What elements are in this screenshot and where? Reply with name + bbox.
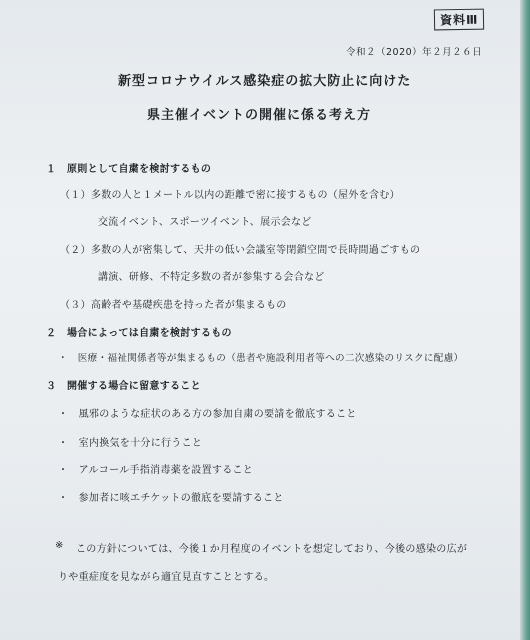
document-label: 資料Ⅲ <box>434 9 485 31</box>
section-2-number: ２ <box>46 328 57 339</box>
note-line-1: この方針については、今後１か月程度のイベントを想定しており、今後の感染の広が <box>76 544 468 555</box>
note-mark: ※ <box>55 540 64 551</box>
section-3-bullet-4: ・ 参加者に咳エチケットの徹底を要請すること <box>58 493 284 504</box>
note-line-2: りや重症度を見ながら適宜見直すこととする。 <box>58 572 275 583</box>
section-2-bullet-1: ・ 医療・福祉関係者等が集まるもの（患者や施設利用者等への二次感染のリスクに配慮） <box>58 353 464 364</box>
section-1-item-1-examples: 交流イベント、スポーツイベント、展示会など <box>98 217 312 228</box>
section-3-heading: 開催する場合に留意すること <box>67 381 201 392</box>
section-1-item-3: （３）高齢者や基礎疾患を持った者が集まるもの <box>60 300 287 311</box>
section-1-item-1: （１）多数の人と１メートル以内の距離で密に接するもの（屋外を含む） <box>60 190 400 201</box>
section-3-bullet-1: ・ 風邪のような症状のある方の参加自粛の要請を徹底すること <box>58 409 357 420</box>
section-1-number: １ <box>46 164 57 175</box>
title-line-1: 新型コロナウイルス感染症の拡大防止に向けた <box>118 74 412 89</box>
section-1-heading: 原則として自粛を検討するもの <box>67 164 212 175</box>
section-3-number: ３ <box>46 381 57 392</box>
section-3-bullet-2: ・ 室内換気を十分に行うこと <box>58 438 203 449</box>
section-3-bullet-3: ・ アルコール手指消毒薬を設置すること <box>58 465 254 476</box>
document-date: 令和２（2020）年２月２６日 <box>346 47 483 58</box>
section-1-item-2: （２）多数の人が密集して、天井の低い会議室等閉鎖空間で長時間過ごすもの <box>60 245 421 256</box>
section-2-heading: 場合によっては自粛を検討するもの <box>67 328 232 339</box>
page-edge-shadow <box>520 0 530 640</box>
title-line-2: 県主催イベントの開催に係る考え方 <box>147 108 372 123</box>
section-1-item-2-examples: 講演、研修、不特定多数の者が参集する会合など <box>98 272 325 283</box>
